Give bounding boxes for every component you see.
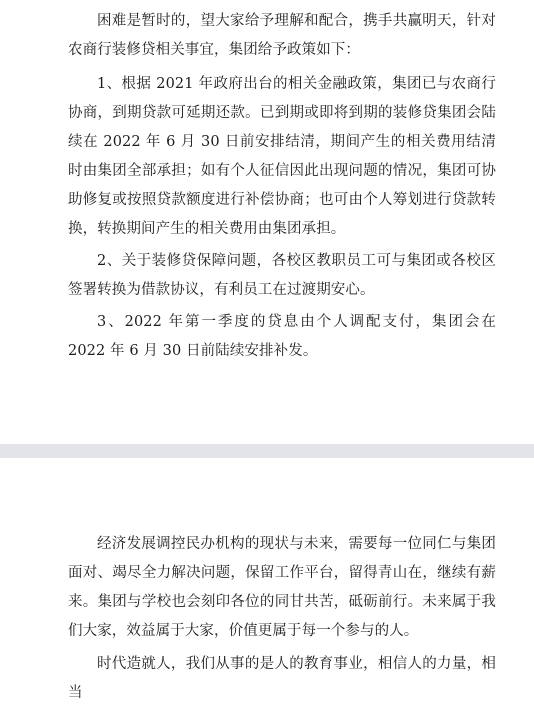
paragraph-closing: 时代造就人，我们从事的是人的教育事业，相信人的力量，相当 <box>68 656 496 701</box>
paragraph-policy-3: 3、2022 年第一季度的贷息由个人调配支付，集团会在 2022 年 6 月 30 日前陆续安排补发。 <box>68 314 496 359</box>
page-1-body <box>68 7 496 366</box>
page-2-body <box>68 530 496 708</box>
paragraph-intro: 困难是暂时的，望大家给予理解和配合，携手共赢明天，针对农商行装修贷相关事宜，集团给予政策如下： <box>68 13 496 58</box>
page-separator <box>0 444 534 458</box>
paragraph-policy-1: 1、根据 2021 年政府出台的相关金融政策，集团已与农商行协商，到期贷款可延期还款。已到期或即将到期的装修贷集团会陆续在 2022 年 6 月 30 日前安排结清，期间产生的相关费用结清时由集团全部承担；如有个人征信因此出现问题的情况，集团可协助修复或按照贷款额度进行补偿协商；也可由个人筹划进行贷款转换，转换期间产生的相关费用由集团承担。 <box>68 76 496 237</box>
document-page-2 <box>0 458 534 701</box>
paragraph-outlook: 经济发展调控民办机构的现状与未来，需要每一位同仁与集团面对、竭尽全力解决问题，保留工作平台，留得青山在，继续有薪来。集团与学校也会刻印各位的同甘共苦，砥砺前行。未来属于我们大家，效益属于大家，价值更属于每一个参与的人。 <box>68 536 496 639</box>
paragraph-policy-2: 2、关于装修贷保障问题，各校区教职员工可与集团或各校区签署转换为借款协议，有利员工在过渡期安心。 <box>68 253 496 298</box>
